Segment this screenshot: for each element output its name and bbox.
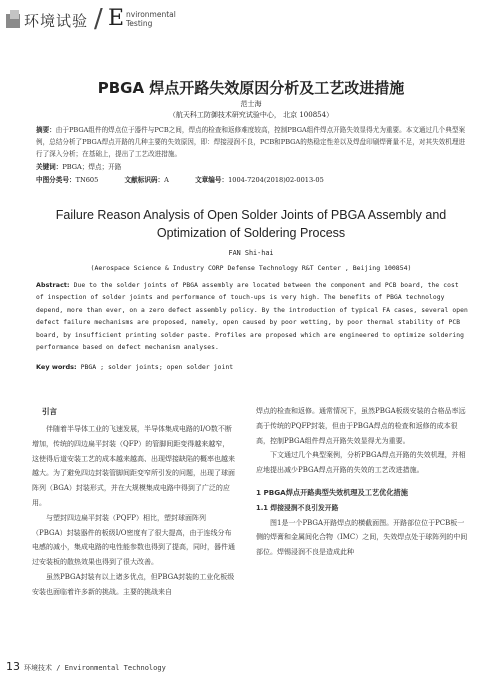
affiliation-en: (Aerospace Science & Industry CORP Defense Technology R&T Center , Beijing 100854) xyxy=(90,264,412,272)
keywords-en-label: Key words: xyxy=(36,363,77,371)
abstract-en-text: Due to the solder joints of PBGA assembly are located between the component and PCB board, the cost of inspection of solder joints and performance of touch-ups is very high. The benefits of PBGA technology depend, more than ever, on a zero defect assembly policy. By the introduction of typical FA cases, several open defect failure mechanisms are proposed, namely, open caused by poor wetting, by poor thermal stability of PCB board, by insufficient printing solder paste. Profiles are proposed which are engineered to optimize soldering performance based on defect mechanism analyses. xyxy=(36,282,468,352)
abstract-cn-text: 由于PBGA组件的焊点位于器件与PCB之间，焊点的检查和返修难度较高，控制PBGA组件焊点开路失效显得尤为重要。本文通过几个典型案例，总结分析了PBGA焊点开路的几种主要的失效原因，即：焊接浸润不良，PCB和PBGA的热稳定性差以及焊盘印刷焊膏量不足，对其失效机理进行了深入分析；在基础上，提出了工艺改进措施。 xyxy=(36,126,466,158)
page-footer xyxy=(6,660,166,673)
author-cn: 范士海 xyxy=(240,100,262,108)
clc-label: 中图分类号： xyxy=(36,176,76,184)
section-logo-accent-icon xyxy=(10,10,19,19)
journal-name: 环境技术 / Environmental Technology xyxy=(24,664,166,672)
body-right-column xyxy=(256,404,470,560)
paper-title-cn: PBGA 焊点开路失效原因分析及工艺改进措施 xyxy=(97,79,405,97)
left-paragraph-1: 伴随着半导体工业的飞速发展，半导体集成电路的I/O数不断增加，传统的四边扁平封装（QFP）的管脚间距变得越来越窄，这使得后道安装工艺的成本越来越高、出现焊接缺陷的概率也越来越大。为了避免四边封装管脚间距变窄所引发的问题，出现了球面阵列（BGA）封装形式，并在大规模集成电路中得到了广泛的应用。 xyxy=(32,425,235,507)
paper-title-en xyxy=(0,206,502,242)
section-initial-letter: E xyxy=(108,6,125,31)
right-paragraph-1: 焊点的检查和返修。通常情况下，虽然PBGA板级安装的合格品率远高于传统的PQFP封装，但由于PBGA焊点的检查和返修的成本很高，控制PBGA组件焊点开路失效显得尤为重要。 xyxy=(256,407,466,445)
page-number: 13 xyxy=(6,660,20,673)
clc-value: TN605 xyxy=(75,176,99,184)
journal-header xyxy=(0,0,502,40)
doc-code-label: 文献标识码： xyxy=(124,176,165,184)
article-no-value: 1004-7204(2018)02-0013-05 xyxy=(228,176,324,184)
abstract-en xyxy=(36,280,468,354)
paper-title-en-line2: Optimization of Soldering Process xyxy=(156,226,346,240)
keywords-en-text: PBGA ; solder joints; open solder joint xyxy=(80,363,234,371)
author-en: FAN Shi-hai xyxy=(228,249,274,257)
section-divider: / xyxy=(94,4,103,34)
body-left-column xyxy=(32,404,236,600)
abstract-cn xyxy=(36,124,468,160)
right-paragraph-3: 图1是一个PBGA开路焊点的横截面图。开路部位位于PCB板一侧的焊膏和金属间化合物（IMC）之间，失效焊点处于球阵列的中间部位。焊锡浸润不良是造成此种 xyxy=(256,518,468,557)
left-paragraph-3: 虽然PBGA封装有以上诸多优点，但PBGA封装的工业化板级安装也面临着许多新的挑战。主要的挑战来自 xyxy=(32,572,235,596)
section-name-en-line2: Testing xyxy=(126,19,153,28)
section-name-cn: 环境试验 xyxy=(24,12,89,30)
keywords-cn-label: 关键词： xyxy=(36,163,63,171)
abstract-cn-label: 摘要： xyxy=(36,126,56,134)
keywords-cn-text: PBGA；焊点；开路 xyxy=(62,163,122,171)
section-name-en-line1: nvironmental xyxy=(126,10,176,19)
intro-heading: 引言 xyxy=(42,407,57,416)
section-1-1-heading: 1.1 焊接浸润不良引发开路 xyxy=(256,503,339,512)
right-paragraph-2: 下文通过几个典型案例，分析PBGA焊点开路的失效机理，并相应地提出减少PBGA焊点开路的失效的工艺改进措施。 xyxy=(256,451,466,475)
classification-line xyxy=(36,174,468,184)
section-1-heading: 1 PBGA焊点开路典型失效机理及工艺优化措施 xyxy=(256,487,408,497)
affiliation-cn: （航天科工防御技术研究试验中心， 北京 100854） xyxy=(168,111,334,119)
keywords-cn xyxy=(36,161,468,171)
article-no-label: 文章编号： xyxy=(195,176,229,184)
left-paragraph-2: 与塑封四边扁平封装（PQFP）相比，塑封球面阵列（PBGA）封装器件的板级I/O密度有了很大提高，由于连线分布电感的减小，集成电路的电性能参数也得到了提高，同时，器件通过安装板的散热效果也得到了很大改善。 xyxy=(32,513,235,567)
abstract-en-label: Abstract: xyxy=(36,282,70,289)
doc-code-value: A xyxy=(164,176,169,184)
keywords-en xyxy=(36,363,468,371)
paper-title-en-line1: Failure Reason Analysis of Open Solder Joints of PBGA Assembly and xyxy=(55,208,447,222)
